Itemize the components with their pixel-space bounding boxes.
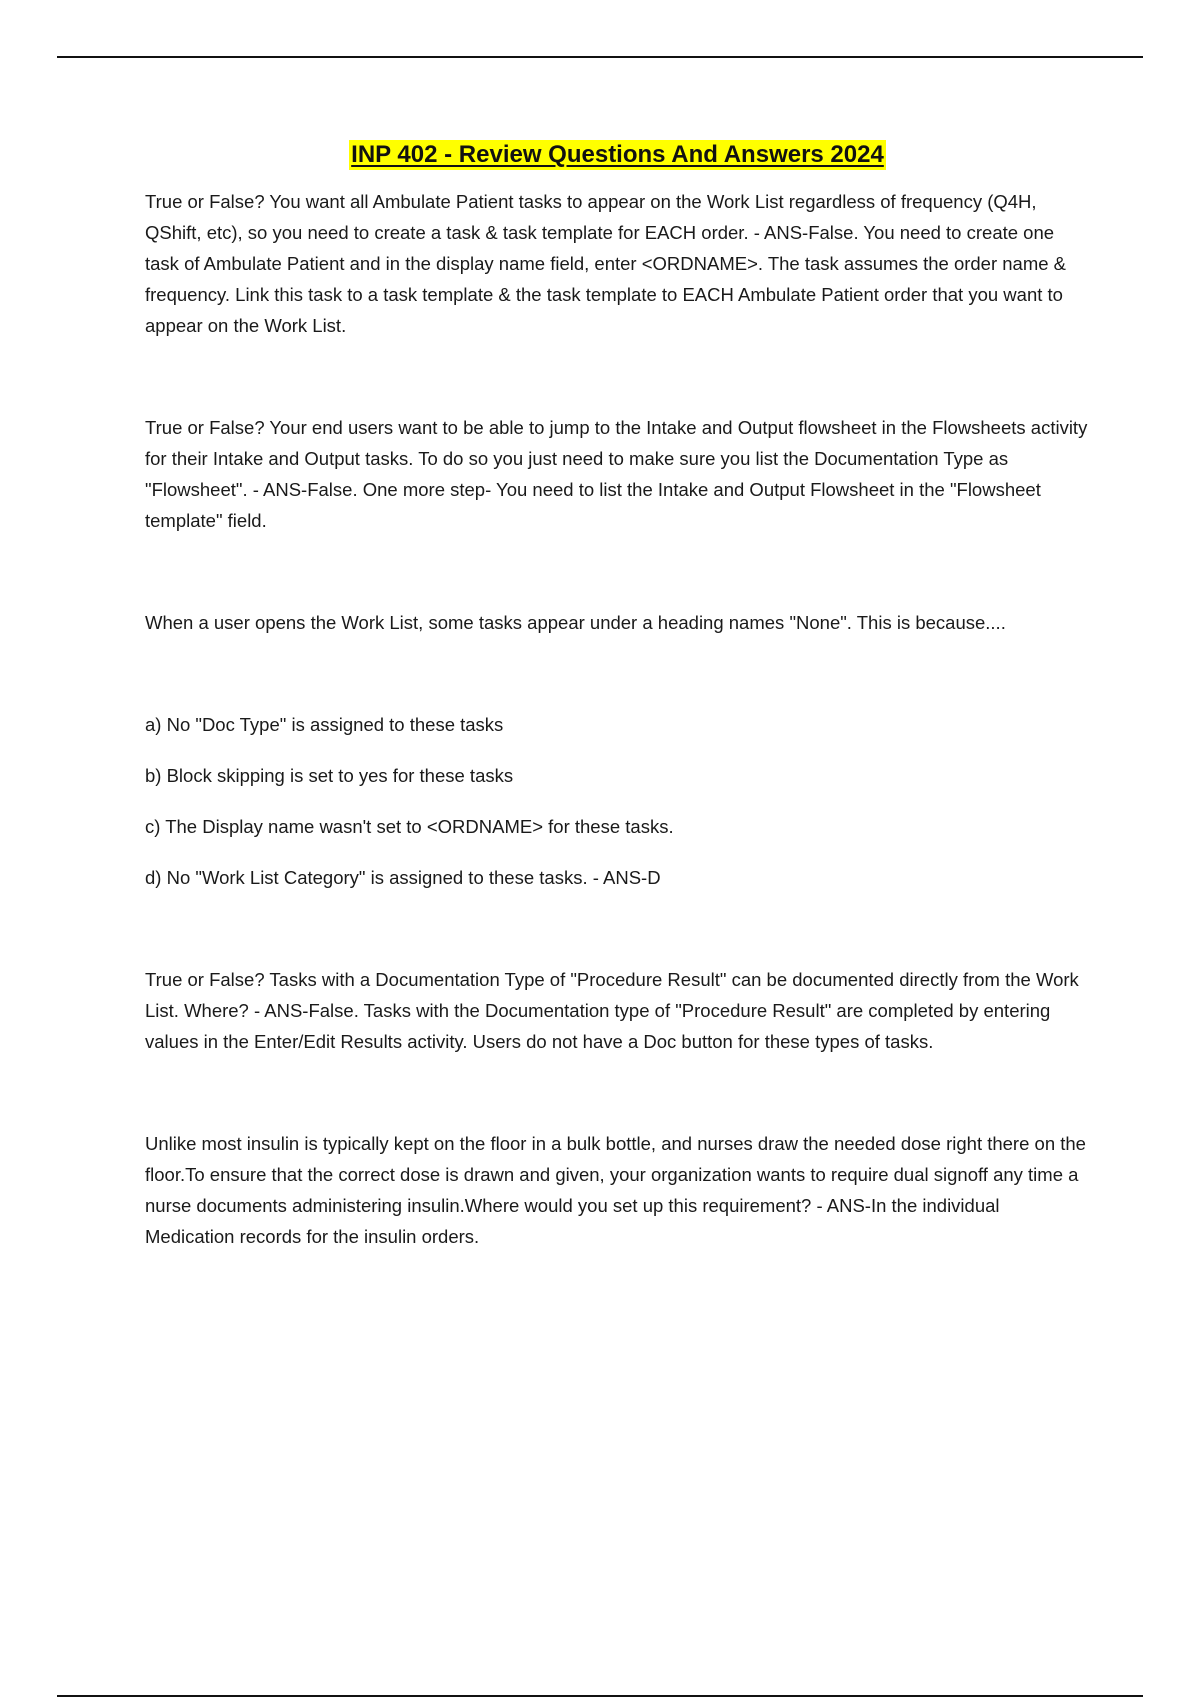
- question-5: Unlike most insulin is typically kept on the floor in a bulk bottle, and nurses draw the needed dose right there on the floor.To ensure that the correct dose is drawn and given, your organization wants to require dual signoff any time a nurse documents administering insulin.Where would you set up this requirement? - ANS-In the individual Medication records for the insulin orders.: [145, 1133, 1086, 1247]
- top-rule: [57, 56, 1143, 58]
- question-3: When a user opens the Work List, some tasks appear under a heading names "None". This is because....: [145, 612, 1006, 633]
- document-body: [145, 140, 1090, 1252]
- title-container: [145, 140, 1090, 170]
- document-title: INP 402 - Review Questions And Answers 2024: [351, 141, 884, 168]
- bottom-rule: [57, 1695, 1143, 1697]
- option-b: b) Block skipping is set to yes for these tasks: [145, 765, 514, 786]
- option-d: d) No "Work List Category" is assigned to these tasks. - ANS-D: [145, 867, 661, 888]
- question-2: True or False? Your end users want to be able to jump to the Intake and Output flowsheet in the Flowsheets activity for their Intake and Output tasks. To do so you just need to make sure you list the Documentation Type as "Flowsheet". - ANS-False. One more step- You need to list the Intake and Output Flowsheet in the "Flowsheet template" field.: [145, 417, 1088, 531]
- question-1: True or False? You want all Ambulate Patient tasks to appear on the Work List regardless of frequency (Q4H, QShift, etc), so you need to create a task & task template for EACH order. - ANS-False. You need to create one task of Ambulate Patient and in the display name field, enter <ORDNAME>. The task assumes the order name & frequency. Link this task to a task template & the task template to EACH Ambulate Patient order that you want to appear on the Work List.: [145, 191, 1067, 336]
- question-4: True or False? Tasks with a Documentation Type of "Procedure Result" can be documented directly from the Work List. Where? - ANS-False. Tasks with the Documentation type of "Procedure Result" are completed by entering values in the Enter/Edit Results activity. Users do not have a Doc button for these types of tasks.: [145, 969, 1079, 1052]
- option-a: a) No "Doc Type" is assigned to these tasks: [145, 714, 504, 735]
- answer-options: [145, 709, 1090, 893]
- option-c: c) The Display name wasn't set to <ORDNAME> for these tasks.: [145, 816, 674, 837]
